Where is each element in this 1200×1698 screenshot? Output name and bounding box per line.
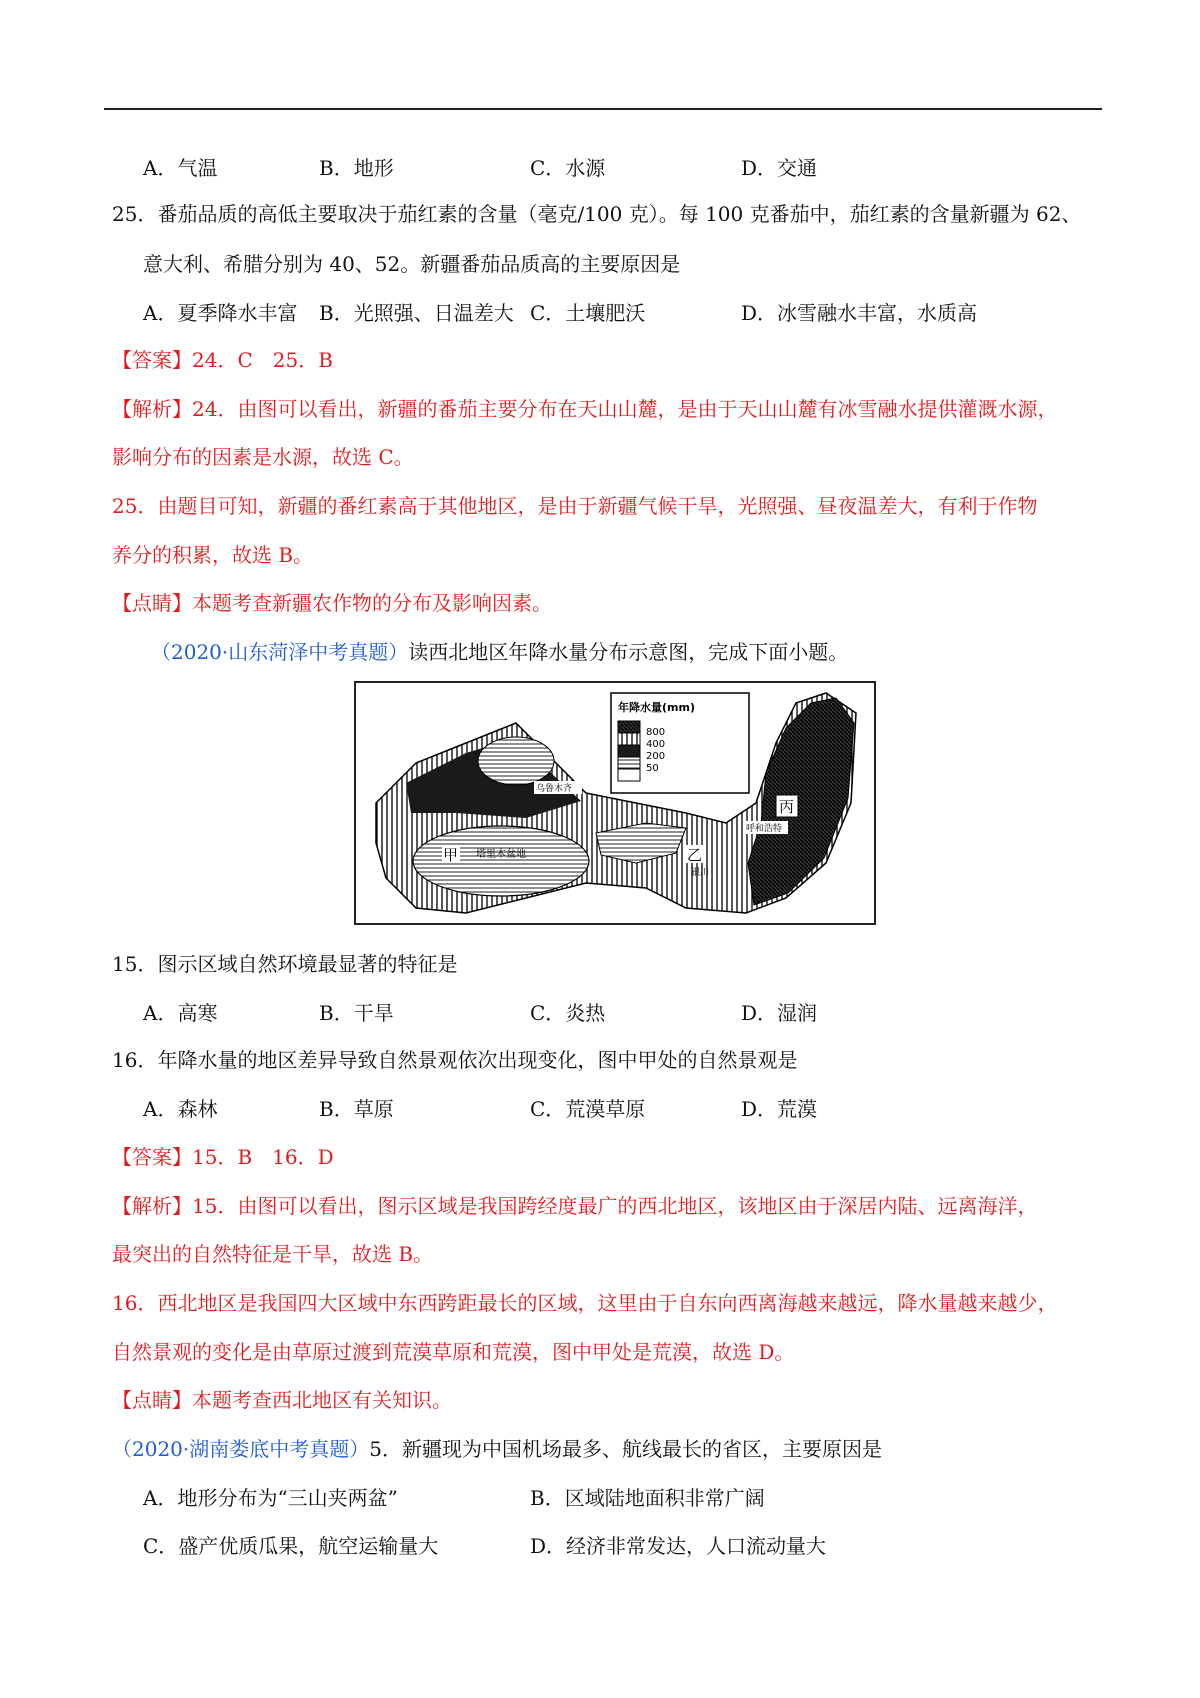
- section-3-source: （2020·湖南娄底中考真题）: [112, 1437, 370, 1461]
- q25-option-a: A．夏季降水丰富: [143, 301, 298, 325]
- q24-option-a: A．气温: [143, 156, 218, 180]
- q16-option-a: A．森林: [143, 1097, 218, 1121]
- label-bing: 丙: [779, 798, 795, 816]
- q16-option-c: C．荒漠草原: [530, 1097, 646, 1121]
- q16-option-d: D．荒漠: [741, 1097, 818, 1121]
- answer-block-2: 【答案】15．B 16．D: [112, 1145, 334, 1169]
- analysis-2-line1: 【解析】15．由图可以看出，图示区域是我国跨经度最广的西北地区，该地区由于深居内陆、远离海洋，: [112, 1194, 1038, 1218]
- q16-option-b: B．草原: [319, 1097, 394, 1121]
- legend-title: 年降水量(mm): [618, 701, 695, 714]
- q25-option-d: D．冰雪融水丰富，水质高: [741, 301, 978, 325]
- analysis-2-line3: 16．西北地区是我国四大区域中东西跨距最长的区域，这里由于自东向西离海越来越远，降水量越来越少，: [112, 1291, 1058, 1315]
- analysis-1-line3: 25．由题目可知，新疆的番红素高于其他地区，是由于新疆气候干旱，光照强、昼夜温差大，有利于作物: [112, 494, 1038, 518]
- legend-value-400: 400: [646, 739, 666, 750]
- junggar-basin: [478, 737, 554, 785]
- tip-2: 【点睛】本题考查西北地区有关知识。: [112, 1388, 452, 1412]
- analysis-2-line4: 自然景观的变化是由草原过渡到荒漠草原和荒漠，图中甲处是荒漠，故选 D。: [112, 1340, 795, 1364]
- label-yi: 乙: [687, 846, 703, 864]
- label-hohhot: 呼和浩特: [746, 824, 783, 834]
- precipitation-map: [354, 681, 876, 925]
- q15-option-d: D．湿润: [741, 1001, 818, 1025]
- q24-option-c: C．水源: [530, 156, 606, 180]
- label-yinchuan: 银川: [691, 868, 710, 878]
- label-jia: 甲: [443, 846, 459, 864]
- section-2-source: （2020·山东菏泽中考真题）: [151, 640, 409, 664]
- q16-stem: 16．年降水量的地区差异导致自然景观依次出现变化，图中甲处的自然景观是: [112, 1048, 798, 1072]
- section-2-stem: 读西北地区年降水量分布示意图，完成下面小题。: [408, 640, 849, 664]
- answer-block-1: 【答案】24．C 25．B: [112, 348, 333, 372]
- q24-option-d: D．交通: [741, 156, 818, 180]
- region-dark-east: [748, 698, 854, 905]
- analysis-1-line2: 影响分布的因素是水源，故选 C。: [112, 445, 414, 469]
- legend-value-50: 50: [646, 763, 659, 774]
- q5-option-b: B．区域陆地面积非常广阔: [530, 1486, 765, 1510]
- q25-option-c: C．土壤肥沃: [530, 301, 646, 325]
- analysis-1-line4: 养分的积累，故选 B。: [112, 543, 314, 567]
- analysis-1-line1: 【解析】24．由图可以看出，新疆的番茄主要分布在天山山麓，是由于天山山麓有冰雪融水提供灌溉水源，: [112, 397, 1058, 421]
- analysis-2-line2: 最突出的自然特征是干旱，故选 B。: [112, 1242, 434, 1266]
- q25-stem-line1: 25．番茄品质的高低主要取决于茄红素的含量（毫克/100 克）。每 100 克番茄中，茄红素的含量新疆为 62、: [112, 202, 1082, 226]
- legend-value-200: 200: [646, 751, 666, 762]
- q15-stem: 15．图示区域自然环境最显著的特征是: [112, 952, 458, 976]
- section-2-header: [151, 638, 848, 666]
- legend-value-800: 800: [646, 727, 666, 738]
- section-3-header: [112, 1435, 882, 1463]
- q5-option-a: A．地形分布为“三山夹两盆”: [143, 1486, 398, 1510]
- q25-option-b: B．光照强、日温差大: [319, 301, 514, 325]
- q5-option-c: C．盛产优质瓜果，航空运输量大: [143, 1534, 439, 1558]
- q15-option-b: B．干旱: [319, 1001, 394, 1025]
- tip-1: 【点睛】本题考查新疆农作物的分布及影响因素。: [112, 591, 552, 615]
- tarim-basin: [413, 826, 589, 896]
- q15-option-c: C．炎热: [530, 1001, 606, 1025]
- q24-option-b: B．地形: [319, 156, 394, 180]
- label-urumqi: 乌鲁木齐: [536, 784, 573, 794]
- precipitation-map-svg: [356, 683, 874, 923]
- label-tarim-basin: 塔里木盆地: [476, 849, 526, 860]
- q5-option-d: D．经济非常发达，人口流动量大: [530, 1534, 827, 1558]
- header-rule: [104, 108, 1102, 110]
- q25-stem-line2: 意大利、希腊分别为 40、52。新疆番茄品质高的主要原因是: [143, 252, 681, 276]
- section-3-stem: 5．新疆现为中国机场最多、航线最长的省区，主要原因是: [369, 1437, 882, 1461]
- q15-option-a: A．高寒: [143, 1001, 218, 1025]
